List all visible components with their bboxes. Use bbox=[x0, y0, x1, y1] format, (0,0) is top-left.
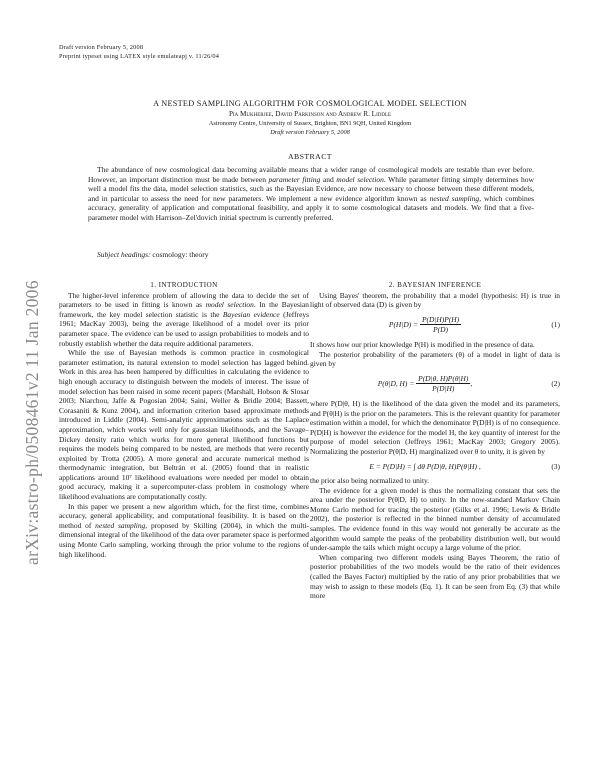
intro-paragraph-3: In this paper we present a new algorithm which, for the first time, combines accuracy, general applicability, and computational feasibility. It is based on the method of nested sampling, proposed by Skilling (2004), in which the multi-dimensional integral of the likelihood of the data over parameter space is performed using Monte Carlo sampling, working through the prior volume to the regions of high likelihood. bbox=[59, 501, 309, 559]
section-1-heading: 1. INTRODUCTION bbox=[150, 281, 218, 289]
intro-paragraph-2: While the use of Bayesian methods is common practice in cosmological parameter estimation, its natural extension to model selection has lagged behind. Work in this area has been hampered by difficulties in calculating the evidence to high enough accuracy to distinguish between the models of interest. The issue of model selection has been raised in some recent papers (Marshall, Hobson & Slosar 2003; Niarchou, Jaffe & Pogosian 2004; Saini, Weller & Bridle 2004; Bassett, Corasaniti & Kunz 2004), and information criterion based approximate methods introduced in Liddle (2004). Semi-analytic approximations such as the Laplace approximation, which works well only for gaussian likelihoods, and the Savage–Dickey density ratio which works for more general likelihood functions but requires the models being compared to be nested, are methods that were recently exploited by Trotta (2005). A more general and accurate numerical method is thermodynamic integration, but Beltrán et al. (2005) found that in realistic applications around 10⁷ likelihood evaluations were needed per model to obtain good accuracy, making it a supercomputer-class problem in cosmology where likelihood evaluations are computationally costly. bbox=[59, 348, 309, 502]
bayes-paragraph-5: the prior also being normalized to unity. bbox=[310, 476, 430, 486]
abstract-body: The abundance of new cosmological data becoming available means that a wider range of cosmological models are testable than ever before. However, an important distinction must be made between parameter fitting and model selection. While parameter fitting simply determines how well a model fits the data, model selection statistics, such as the Bayesian Evidence, are now necessary to choose between these different models, and in particular to assess the need for new parameters. We implement a new evidence algorithm known as nested sampling, which combines accuracy, generality of application and computational feasibility, and apply it to some cosmological datasets and models. We find that a five-parameter model with Harrison–Zel'dovich initial spectrum is currently preferred. bbox=[88, 165, 534, 222]
equation-1: P(H|D) = $\frac{P(D|H)P(H)}{P(D)}$ (1) bbox=[388, 314, 560, 335]
arxiv-sidebar bbox=[0, 0, 58, 776]
intro-paragraph-1: The higher-level inference problem of allowing the data to decide the set of parameters to be used in fitting is known as model selection. In the Bayesian framework, the key model selection statistic is the Bayesian evidence (Jeffreys 1961; MacKay 2003), being the average likelihood of a model over its prior parameter space. The evidence can be used to assign probabilities to models and to robustly establish whether the data require additional parameters. bbox=[59, 290, 310, 348]
running-header-draft: Draft version February 5, 2008 bbox=[59, 44, 144, 51]
paper-title: A NESTED SAMPLING ALGORITHM FOR COSMOLOGICAL MODEL SELECTION bbox=[153, 99, 467, 108]
equation-3-number: (3) bbox=[551, 461, 560, 471]
arxiv-stamp[interactable]: arXiv:astro-ph/0508461v2 11 Jan 2006 bbox=[22, 280, 42, 565]
equation-2: P(θ|D, H) = $\frac{P(D|\theta, H)P(\theta|H)}{P(D|H)}$ , (2) bbox=[377, 373, 560, 394]
bayes-paragraph-6: The evidence for a given model is thus the normalizing constant that sets the area under the posterior P(θ|D, H) to unity. In the now-standard Markov Chain Monte Carlo method for tracing the posterior (Gilks et al. 1996; Lewis & Bridle 2002), the posterior is reflected in the binned number density of accumulated samples. The evidence found in this way would not generally be accurate as the algorithm would sample the peaks of the probability distribution well, but would under-sample the tails which might occupy a large volume of the prior. bbox=[310, 485, 560, 553]
equation-1-number: (1) bbox=[551, 320, 560, 330]
right-column bbox=[310, 281, 560, 601]
bayes-paragraph-4: where P(D|θ, H) is the likelihood of the data given the model and its parameters, and P(θ|H) is the prior on the parameters. This is the relevant quantity for parameter estimation within a model, for which the denominator P(D|H) is of no consequence. P(D|H) is however the evidence for the model H, the key quantity of interest for the purpose of model selection (Jeffreys 1961; MacKay 2003; Gregory 2005). Normalizing the posterior P(θ|D, H) marginalized over θ to unity, it is given by bbox=[310, 398, 560, 456]
running-header-preprint: Preprint typeset using LATEX style emulateapj v. 11/26/04 bbox=[59, 53, 220, 60]
bayes-paragraph-7: When comparing two different models using Bayes Theorem, the ratio of posterior probabilities of the two models would be the ratio of their evidences (called the Bayes Factor) multiplied by the ratio of any prior probabilities that we may wish to assign to these models (Eq. 1). It can be seen from Eq. (3) that while more bbox=[310, 552, 560, 601]
subject-headings: Subject headings: cosmology: theory bbox=[97, 250, 209, 259]
affiliation: Astronomy Centre, University of Sussex, Brighton, BN1 9QH, United Kingdom bbox=[208, 120, 412, 127]
section-2-heading: 2. BAYESIAN INFERENCE bbox=[388, 281, 482, 289]
abstract-heading: ABSTRACT bbox=[288, 152, 332, 161]
equation-3: E = P(D|H) = ∫ dθ P(D|θ, H)P(θ|H) , (3) bbox=[369, 461, 560, 471]
authors: Pia Mukherjee, David Parkinson and Andrew R. Liddle bbox=[228, 110, 392, 118]
left-column bbox=[59, 281, 309, 559]
bayes-paragraph-1: Using Bayes' theorem, the probability that a model (hypothesis: H) is true in light of observed data (D) is given by bbox=[310, 290, 560, 310]
equation-2-number: (2) bbox=[551, 379, 560, 389]
bayes-paragraph-2: It shows how our prior knowledge P(H) is modified in the presence of data. bbox=[310, 339, 535, 349]
bayes-paragraph-3: The posterior probability of the parameters (θ) of a model in light of data is given by bbox=[310, 349, 560, 369]
draft-date: Draft version February 5, 2008 bbox=[270, 129, 350, 136]
